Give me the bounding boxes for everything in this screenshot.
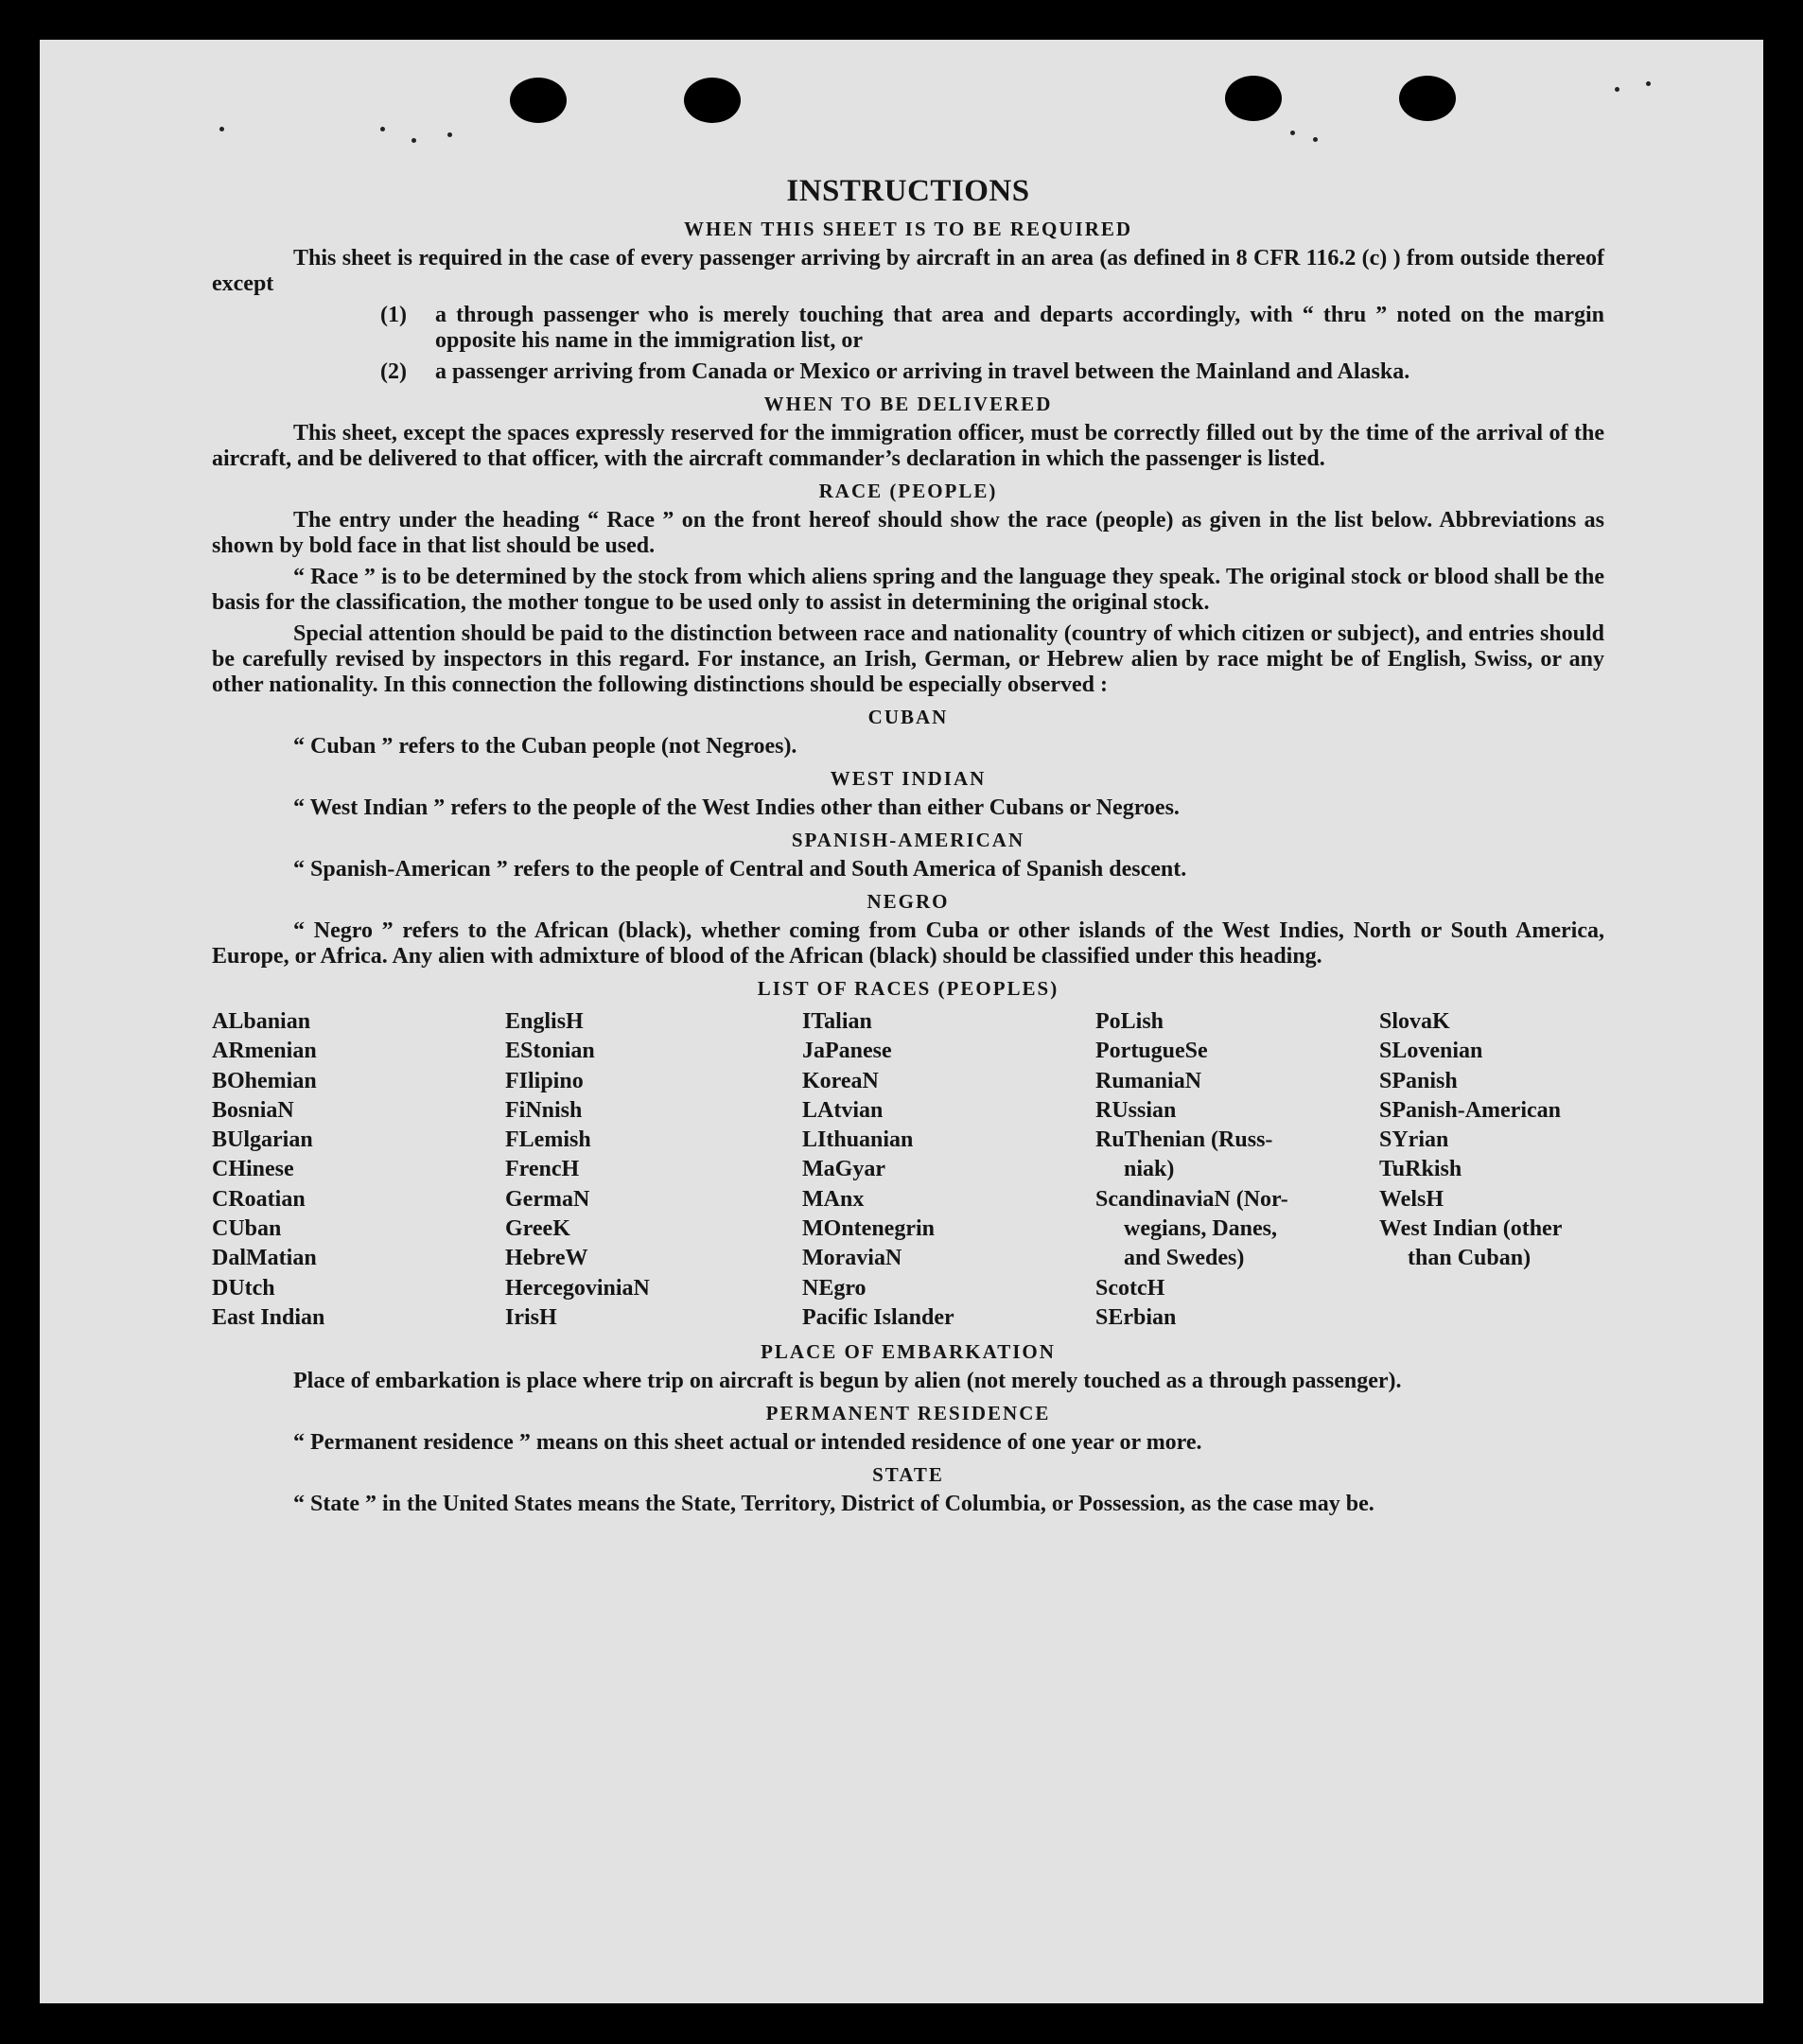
speck	[447, 132, 452, 137]
race-entry: GermaN	[505, 1186, 590, 1212]
page-title: INSTRUCTIONS	[786, 174, 1030, 208]
races-column	[212, 1007, 505, 1333]
races-list	[212, 1007, 1604, 1333]
race-entry: EStonian	[505, 1039, 595, 1064]
race-entry: ScandinaviaN (Nor-	[1095, 1186, 1288, 1212]
instructions-content	[212, 172, 1604, 1523]
section-paragraph: Place of embarkation is place where trip on aircraft is begun by alien (not merely touched as a through passenger).	[293, 1369, 1402, 1394]
race-entry: MAnx	[802, 1186, 865, 1212]
section-heading: NEGRO	[866, 890, 950, 913]
punch-hole	[510, 78, 567, 123]
race-entry: IrisH	[505, 1304, 557, 1330]
section-heading: WHEN TO BE DELIVERED	[763, 393, 1053, 415]
race-entry: LIthuanian	[802, 1127, 914, 1153]
race-entry: NEgro	[802, 1275, 866, 1301]
race-entry: than Cuban)	[1408, 1246, 1532, 1271]
item-text: a passenger arriving from Canada or Mexico or arriving in travel between the Mainland and Alaska.	[435, 359, 1410, 384]
race-entry: HebreW	[505, 1246, 588, 1271]
race-entry: ScotcH	[1095, 1275, 1165, 1301]
race-entry: wegians, Danes,	[1124, 1216, 1278, 1242]
race-entry: KoreaN	[802, 1068, 879, 1093]
speck	[1646, 81, 1651, 86]
race-entry: BOhemian	[212, 1068, 317, 1093]
speck	[1615, 87, 1619, 92]
item-text: a through passenger who is merely touching that area and departs accordingly, with “ thru ” noted on the margin opposite his name in the immigration list, or	[435, 303, 1604, 353]
section-paragraph: “ West Indian ” refers to the people of the West Indies other than either Cubans or Negroes.	[293, 795, 1180, 820]
race-entry: LAtvian	[802, 1097, 884, 1123]
race-entry: ARmenian	[212, 1039, 317, 1064]
sections-top	[212, 216, 1604, 970]
race-entry: JaPanese	[802, 1039, 892, 1064]
speck	[1290, 131, 1295, 135]
race-entry: FIlipino	[505, 1068, 584, 1093]
race-entry: RuThenian (Russ-	[1095, 1127, 1273, 1153]
race-entry: WelsH	[1379, 1186, 1444, 1212]
race-entry: BUlgarian	[212, 1127, 313, 1153]
list-item	[212, 359, 1604, 385]
race-entry: PortugueSe	[1095, 1039, 1208, 1064]
race-entry: FrencH	[505, 1157, 580, 1182]
race-entry: ALbanian	[212, 1009, 311, 1034]
race-entry: CUban	[212, 1216, 282, 1242]
section-paragraph: “ Spanish-American ” refers to the people of Central and South America of Spanish descent.	[293, 857, 1187, 882]
list-item	[212, 303, 1604, 354]
race-entry: SErbian	[1095, 1304, 1177, 1330]
race-entry: SPanish-American	[1379, 1097, 1561, 1123]
speck	[219, 127, 224, 131]
section-heading: CUBAN	[867, 706, 949, 728]
race-entry: SlovaK	[1379, 1009, 1450, 1034]
section-heading: STATE	[872, 1463, 944, 1487]
race-entry: Pacific Islander	[802, 1304, 954, 1330]
races-heading: LIST OF RACES (PEOPLES)	[757, 977, 1059, 1000]
race-entry: DUtch	[212, 1275, 275, 1301]
race-entry: MOntenegrin	[802, 1216, 935, 1242]
races-column	[1379, 1007, 1604, 1333]
race-entry: RUssian	[1095, 1097, 1177, 1123]
race-entry: HercegoviniaN	[505, 1275, 650, 1301]
section-heading: PLACE OF EMBARKATION	[761, 1340, 1056, 1364]
race-entry: MaGyar	[802, 1157, 885, 1182]
punch-hole	[1225, 76, 1282, 121]
section-paragraph: “ State ” in the United States means the State, Territory, District of Columbia, or Possession, as the case may be.	[293, 1492, 1374, 1517]
section-heading: RACE (PEOPLE)	[818, 480, 998, 502]
punch-hole	[684, 78, 741, 123]
section-paragraph: “ Permanent residence ” means on this sheet actual or intended residence of one year or more.	[293, 1430, 1202, 1456]
race-entry: West Indian (other	[1379, 1216, 1563, 1242]
race-entry: RumaniaN	[1095, 1068, 1202, 1093]
section-paragraph: “ Race ” is to be determined by the stock from which aliens spring and the language they speak. The original stock or blood shall be the basis for the classification, the mother tongue to be used only to assist in determining the original stock.	[212, 565, 1604, 615]
race-entry: GreeK	[505, 1216, 570, 1242]
race-entry: East Indian	[212, 1304, 325, 1330]
race-entry: ITalian	[802, 1009, 872, 1034]
item-number: (2)	[380, 359, 407, 384]
race-entry: FLemish	[505, 1127, 591, 1153]
race-entry: EnglisH	[505, 1009, 584, 1034]
speck	[380, 127, 385, 131]
races-column	[505, 1007, 802, 1333]
section-paragraph: This sheet, except the spaces expressly reserved for the immigration officer, must be correctly filled out by the time of the arrival of the aircraft, and be delivered to that officer, with the aircraft commander’s declaration in which the passenger is listed.	[212, 421, 1604, 471]
race-entry: SPanish	[1379, 1068, 1458, 1093]
race-entry: TuRkish	[1379, 1157, 1462, 1182]
race-entry: MoraviaN	[802, 1246, 902, 1271]
section-paragraph: “ Negro ” refers to the African (black), whether coming from Cuba or other islands of the West Indies, North or South America, Europe, or Africa. Any alien with admixture of blood of the African (black) should be classified under this heading.	[212, 918, 1604, 969]
race-entry: CHinese	[212, 1157, 294, 1182]
speck	[1313, 137, 1318, 142]
race-entry: SYrian	[1379, 1127, 1449, 1153]
section-paragraph: “ Cuban ” refers to the Cuban people (not Negroes).	[293, 734, 797, 759]
race-entry: SLovenian	[1379, 1039, 1483, 1064]
document-page	[40, 40, 1763, 2003]
race-entry: BosniaN	[212, 1097, 294, 1123]
race-entry: FiNnish	[505, 1097, 583, 1123]
speck	[411, 138, 416, 143]
punch-hole	[1399, 76, 1456, 121]
race-entry: PoLish	[1095, 1009, 1164, 1034]
race-entry: and Swedes)	[1124, 1246, 1245, 1271]
section-heading: SPANISH-AMERICAN	[791, 829, 1025, 851]
section-heading: WEST INDIAN	[830, 767, 987, 790]
section-heading: PERMANENT RESIDENCE	[765, 1402, 1051, 1425]
section-paragraph: The entry under the heading “ Race ” on the front hereof should show the race (people) as given in the list below. Abbreviations as shown by bold face in that list should be used.	[212, 508, 1604, 558]
race-entry: niak)	[1124, 1157, 1175, 1182]
section-paragraph: Special attention should be paid to the distinction between race and nationality (country of which citizen or subject), and entries should be carefully revised by inspectors in this regard. For instance, an Irish, German, or Hebrew alien by race might be of English, Swiss, or any other nationality. In this connection the following distinctions should be especially observed :	[212, 621, 1604, 697]
section-heading: WHEN THIS SHEET IS TO BE REQUIRED	[683, 218, 1133, 240]
race-entry: CRoatian	[212, 1186, 306, 1212]
sections-bottom	[212, 1338, 1604, 1517]
item-number: (1)	[380, 303, 407, 327]
races-column	[802, 1007, 1095, 1333]
section-paragraph: This sheet is required in the case of every passenger arriving by aircraft in an area (as defined in 8 CFR 116.2 (c) ) from outside thereof except	[212, 246, 1604, 296]
races-column	[1095, 1007, 1379, 1333]
race-entry: DalMatian	[212, 1246, 317, 1271]
